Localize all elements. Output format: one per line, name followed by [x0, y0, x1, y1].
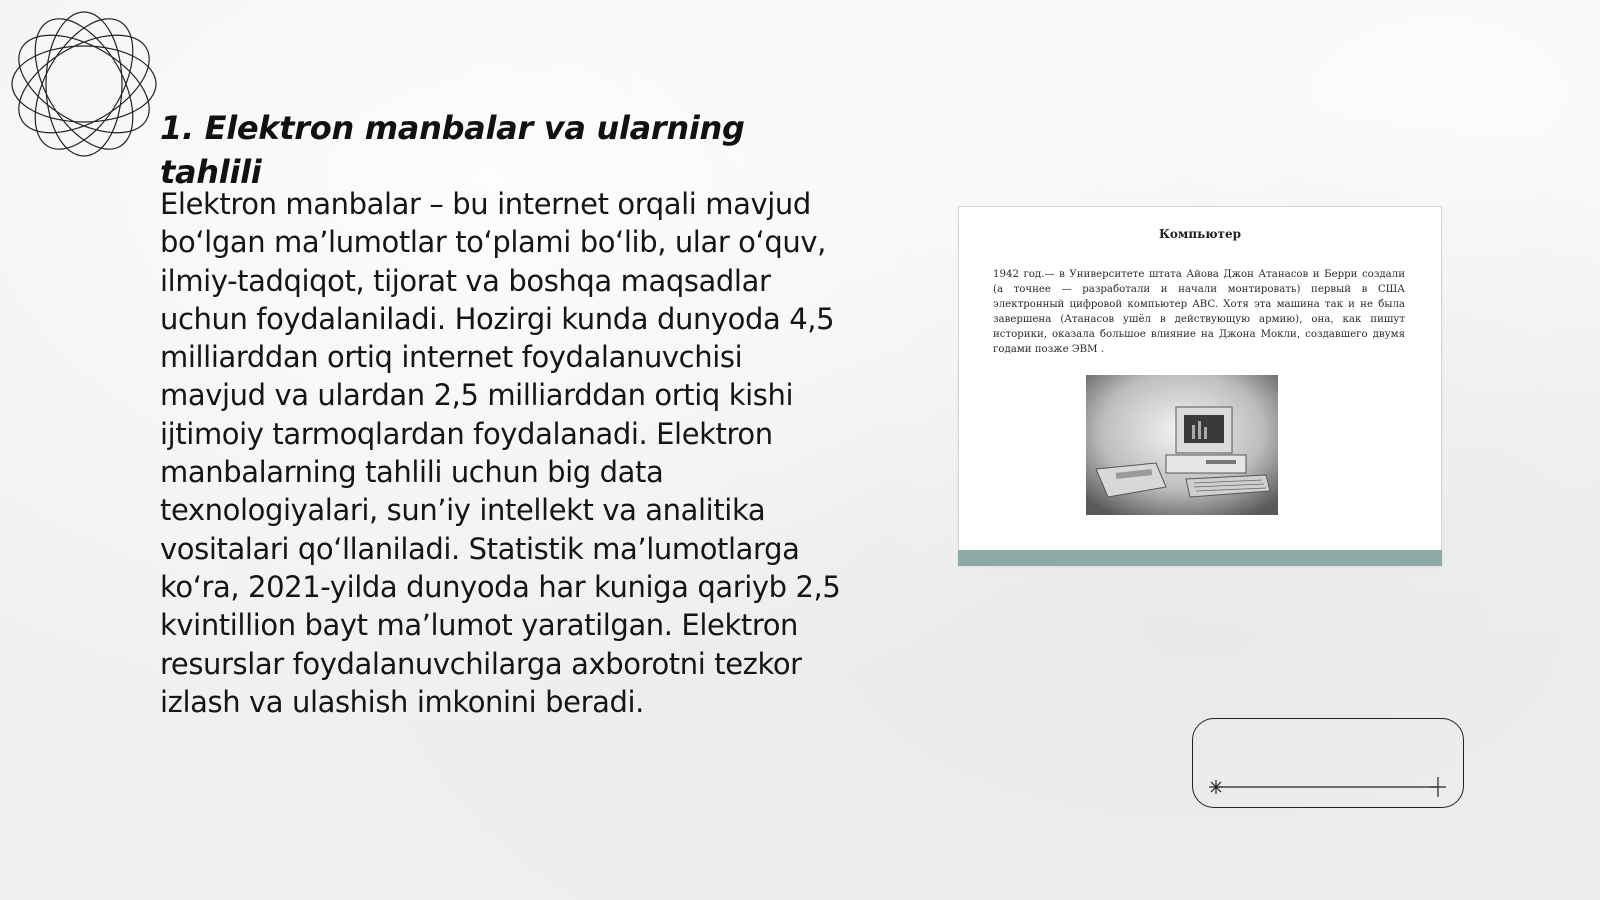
decorative-line	[1208, 776, 1448, 798]
document-heading: Компьютер	[1158, 227, 1242, 241]
computer-photo-icon	[1086, 375, 1278, 515]
sparkle-icon	[1209, 780, 1223, 794]
document-paragraph: 1942 год.— в Университете штата Айова Джон Атанасов и Берри создали (а точнее — разработали и начали монтировать) первый в США электронный цифровой компьютер ABC. Хотя эта машина так и не была завершена (Атанасов ушёл в действующую армию), она, как пишут историки, оказала большое влияние на Джона Мокли, создавшего двумя годами позже ЭВМ .	[993, 269, 1405, 355]
slide-title: 1. Elektron manbalar va ularning tahlili	[160, 109, 745, 191]
document-footer-bar	[958, 550, 1442, 566]
star-cross-icon	[1430, 777, 1446, 797]
document-screenshot-image	[958, 206, 1442, 566]
slide-body-text: Elektron manbalar – bu internet orqali mavjud bo‘lgan ma’lumotlar to‘plami bo‘lib, ular o‘quv, ilmiy-tadqiqot, tijorat va boshqa maqsadlar uchun foydalaniladi. Hozirgi kunda dunyoda 4,5 milliarddan ortiq internet foydalanuvchisi mavjud va ulardan 2,5 milliarddan ortiq kishi ijtimoiy tarmoqlardan foydalanadi. Elektron manbalarning tahlili uchun big data texnologiyalari, sun’iy intellekt va analitika vositalari qo‘llaniladi. Statistik ma’lumotlarga ko‘ra, 2021-yilda dunyoda har kuniga qariyb 2,5 kvintillion bayt ma’lumot yaratilgan. Elektron resurslar foydalanuvchilarga axborotni tezkor izlash va ulashish imkonini beradi.	[160, 187, 841, 719]
spirograph-ornament-icon	[8, 8, 160, 160]
